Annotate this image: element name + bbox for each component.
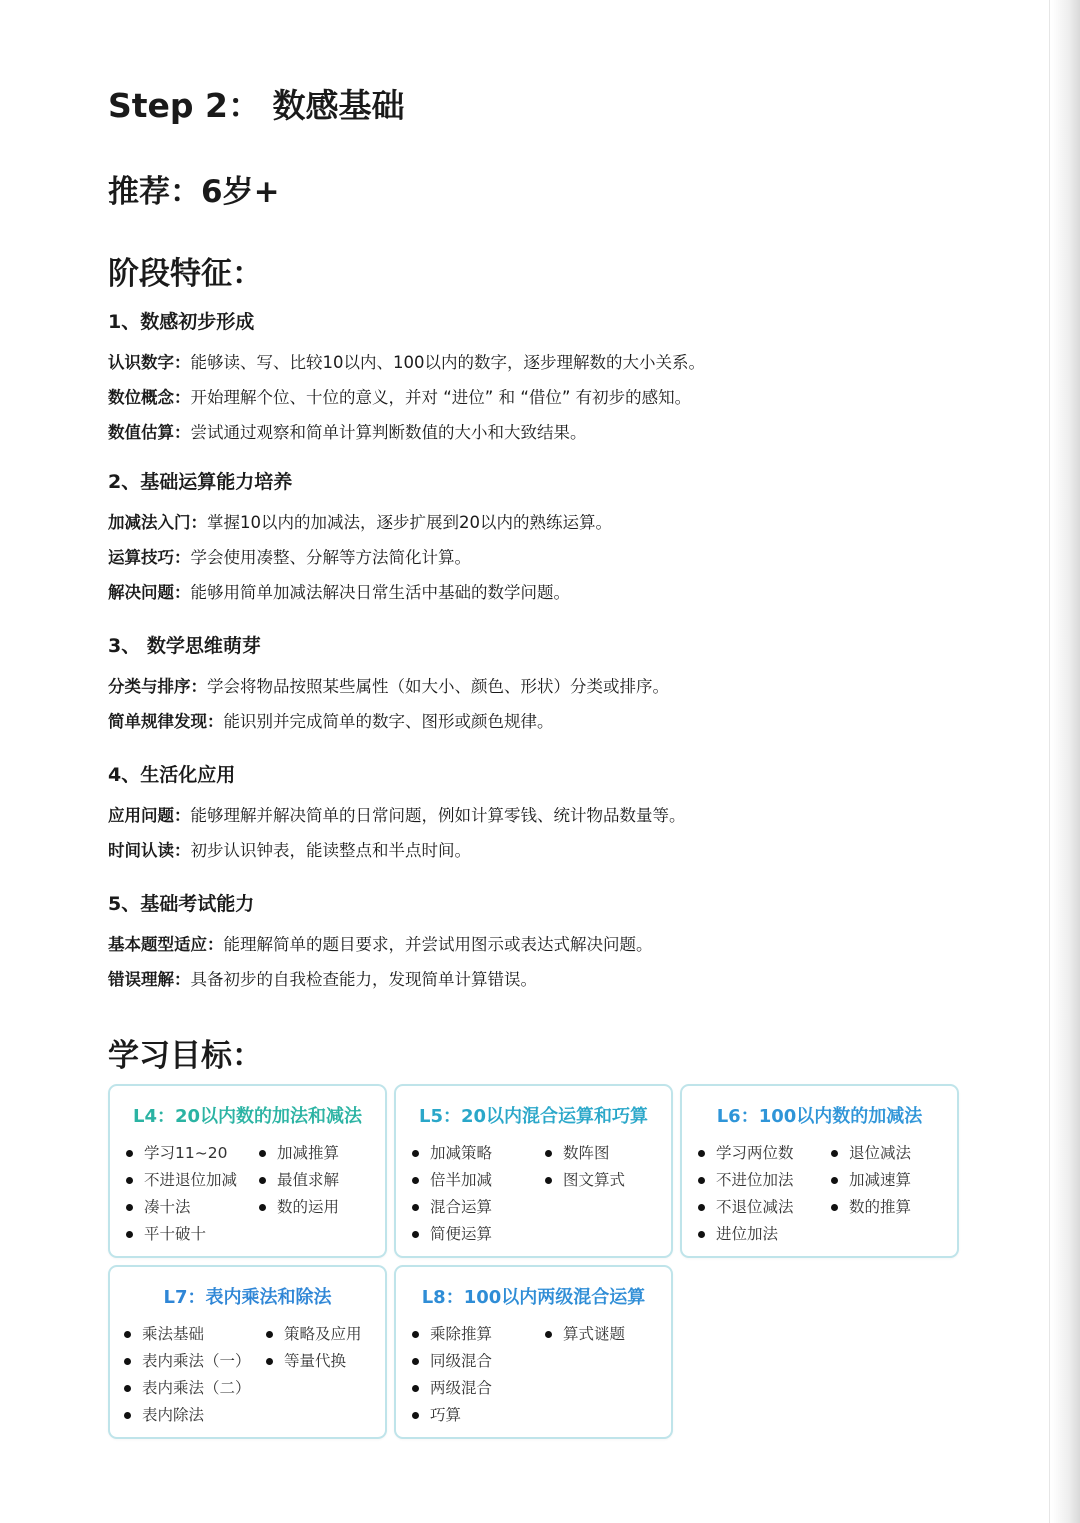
list-item: 倍半加减: [412, 1167, 492, 1194]
list-item: 表内乘法（一）: [124, 1348, 251, 1375]
feature-line: 解决问题：能够用简单加减法解决日常生活中基础的数学问题。: [108, 583, 570, 602]
stage-features-title: 阶段特征：: [108, 256, 263, 292]
list-item: 不进位加法: [698, 1167, 794, 1194]
feature-line: 简单规律发现：能识别并完成简单的数字、图形或颜色规律。: [108, 712, 554, 731]
goal-card-l7: [108, 1265, 387, 1439]
list-item: 数的推算: [831, 1194, 911, 1221]
section-heading: 2、基础运算能力培养: [108, 471, 293, 493]
list-item: 简便运算: [412, 1221, 492, 1248]
list-item: 同级混合: [412, 1348, 492, 1375]
list-item: 加减策略: [412, 1140, 492, 1167]
goal-card-l5: [394, 1084, 673, 1258]
feature-line: 加减法入门：掌握10以内的加减法，逐步扩展到20以内的熟练运算。: [108, 513, 612, 532]
list-item: 不退位减法: [698, 1194, 794, 1221]
page-edge-shadow: [1052, 0, 1080, 1523]
list-item: 加减推算: [259, 1140, 339, 1167]
section-heading: 4、生活化应用: [108, 764, 236, 786]
list-item: 加减速算: [831, 1167, 911, 1194]
goal-card-title: L4：20以内数的加法和减法: [132, 1106, 363, 1127]
list-item: 混合运算: [412, 1194, 492, 1221]
feature-line: 时间认读：初步认识钟表，能读整点和半点时间。: [108, 841, 471, 860]
feature-line: 错误理解：具备初步的自我检查能力，发现简单计算错误。: [108, 970, 537, 989]
feature-line: 数值估算：尝试通过观察和简单计算判断数值的大小和大致结果。: [108, 423, 587, 442]
list-item: 乘除推算: [412, 1321, 492, 1348]
recommend-age: 推荐：6岁+: [108, 174, 280, 210]
list-item: 最值求解: [259, 1167, 339, 1194]
goal-list-left: [412, 1140, 492, 1248]
list-item: 退位减法: [831, 1140, 911, 1167]
list-item: 数的运用: [259, 1194, 339, 1221]
list-item: 学习11~20: [126, 1140, 237, 1167]
section-heading: 3、 数学思维萌芽: [108, 635, 261, 657]
goal-list-right: [831, 1140, 911, 1221]
list-item: 策略及应用: [266, 1321, 362, 1348]
goal-list-right: [545, 1321, 625, 1348]
goal-list-right: [266, 1321, 362, 1375]
feature-line: 应用问题：能够理解并解决简单的日常问题，例如计算零钱、统计物品数量等。: [108, 806, 686, 825]
goal-card-title: L6：100以内数的加减法: [716, 1106, 923, 1127]
list-item: 凑十法: [126, 1194, 237, 1221]
feature-line: 数位概念：开始理解个位、十位的意义，并对 “进位” 和 “借位” 有初步的感知。: [108, 388, 692, 407]
list-item: 表内乘法（二）: [124, 1375, 251, 1402]
list-item: 表内除法: [124, 1402, 251, 1429]
step-title: Step 2： 数感基础: [108, 86, 405, 125]
goal-card-l4: [108, 1084, 387, 1258]
feature-line: 基本题型适应：能理解简单的题目要求，并尝试用图示或表达式解决问题。: [108, 935, 653, 954]
list-item: 不进退位加减: [126, 1167, 237, 1194]
feature-line: 认识数字：能够读、写、比较10以内、100以内的数字，逐步理解数的大小关系。: [108, 353, 705, 372]
list-item: 巧算: [412, 1402, 492, 1429]
goal-card-title: L8：100以内两级混合运算: [421, 1287, 646, 1308]
list-item: 学习两位数: [698, 1140, 794, 1167]
list-item: 算式谜题: [545, 1321, 625, 1348]
feature-line: 分类与排序：学会将物品按照某些属性（如大小、颜色、形状）分类或排序。: [108, 677, 669, 696]
page-edge-line: [1049, 0, 1050, 1523]
goal-list-right: [259, 1140, 339, 1221]
feature-line: 运算技巧：学会使用凑整、分解等方法简化计算。: [108, 548, 471, 567]
goal-list-left: [412, 1321, 492, 1429]
learning-goals-title: 学习目标：: [108, 1038, 263, 1074]
goal-card-title: L5：20以内混合运算和巧算: [418, 1106, 649, 1127]
goal-list-left: [698, 1140, 794, 1248]
goal-card-l6: [680, 1084, 959, 1258]
list-item: 进位加法: [698, 1221, 794, 1248]
list-item: 数阵图: [545, 1140, 625, 1167]
goal-card-title: L7：表内乘法和除法: [163, 1287, 332, 1308]
section-heading: 1、数感初步形成: [108, 311, 255, 333]
list-item: 平十破十: [126, 1221, 237, 1248]
goal-card-l8: [394, 1265, 673, 1439]
list-item: 乘法基础: [124, 1321, 251, 1348]
goal-list-left: [124, 1321, 251, 1429]
section-heading: 5、基础考试能力: [108, 893, 255, 915]
goal-list-right: [545, 1140, 625, 1194]
list-item: 等量代换: [266, 1348, 362, 1375]
goal-list-left: [126, 1140, 237, 1248]
list-item: 两级混合: [412, 1375, 492, 1402]
list-item: 图文算式: [545, 1167, 625, 1194]
